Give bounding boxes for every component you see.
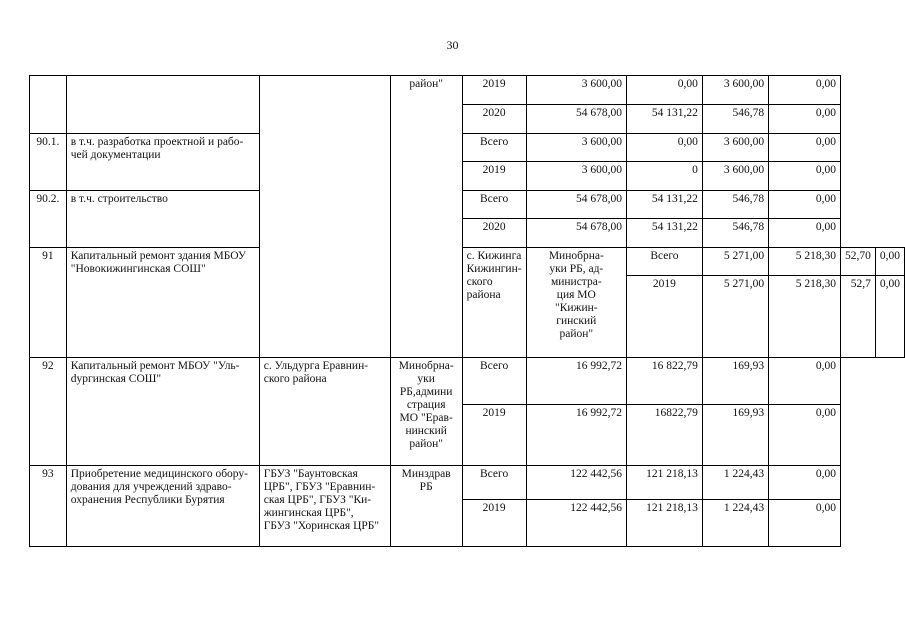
year-cell: Всего: [462, 134, 526, 162]
table-row: [30, 466, 905, 500]
table-row: [30, 248, 905, 276]
project-name-cell: Приобретение медицинского обору- дования для учреждений здраво- охранения Республики Бурятия: [66, 466, 259, 547]
year-cell: Всего: [627, 248, 703, 276]
regional-cell: 169,93: [702, 405, 768, 466]
total-cell: 54 678,00: [526, 219, 626, 248]
local-cell: 0,00: [769, 162, 841, 191]
regional-cell: 546,78: [702, 219, 768, 248]
total-cell: 54 678,00: [526, 105, 626, 134]
federal-cell: 16 822,79: [627, 358, 703, 405]
year-cell: 2019: [462, 405, 526, 466]
row-number-cell: 90.2.: [30, 191, 67, 248]
federal-cell: 16822,79: [627, 405, 703, 466]
year-cell: Всего: [462, 466, 526, 500]
regional-cell: 3 600,00: [702, 76, 768, 105]
federal-cell: 54 131,22: [627, 219, 703, 248]
total-cell: 16 992,72: [526, 405, 626, 466]
federal-cell: 121 218,13: [627, 500, 703, 547]
federal-cell: 0,00: [627, 76, 703, 105]
regional-cell: 3 600,00: [702, 134, 768, 162]
federal-cell: 54 131,22: [627, 191, 703, 219]
regional-cell: 1 224,43: [702, 500, 768, 547]
row-number-cell: 90.1.: [30, 134, 67, 191]
budget-table: [29, 75, 905, 547]
regional-cell: 52,7: [841, 276, 876, 358]
table-row: [30, 191, 905, 219]
federal-cell: 5 218,30: [769, 248, 841, 276]
year-cell: Всего: [462, 358, 526, 405]
year-cell: Всего: [462, 191, 526, 219]
location-cell: [259, 76, 390, 358]
local-cell: 0,00: [769, 500, 841, 547]
row-number-cell: [30, 76, 67, 134]
federal-cell: 5 218,30: [769, 276, 841, 358]
regional-cell: 546,78: [702, 105, 768, 134]
local-cell: 0,00: [769, 466, 841, 500]
local-cell: 0,00: [769, 358, 841, 405]
responsible-cell: Минобрна- уки РБ,админи страция МО "Ерав- нинский район": [390, 358, 462, 466]
local-cell: 0,00: [769, 105, 841, 134]
year-cell: 2019: [462, 162, 526, 191]
year-cell: 2020: [462, 105, 526, 134]
table-row: [30, 358, 905, 405]
local-cell: 0,00: [769, 134, 841, 162]
year-cell: 2019: [462, 76, 526, 105]
row-number-cell: 93: [30, 466, 67, 547]
page-number: 30: [446, 38, 459, 52]
local-cell: 0,00: [769, 191, 841, 219]
responsible-cell: Минздрав РБ: [390, 466, 462, 547]
total-cell: 5 271,00: [702, 248, 768, 276]
project-name-cell: [66, 76, 259, 134]
project-name-cell: в т.ч. разработка проектной и рабо- чей документации: [66, 134, 259, 191]
regional-cell: 1 224,43: [702, 466, 768, 500]
year-cell: 2019: [462, 500, 526, 547]
total-cell: 3 600,00: [526, 134, 626, 162]
total-cell: 16 992,72: [526, 358, 626, 405]
location-cell: с. Ульдурга Еравнин- ского района: [259, 358, 390, 466]
location-cell: с. Кижинга Кижингин- ского района: [462, 248, 526, 358]
responsible-cell: район": [390, 76, 462, 358]
total-cell: 122 442,56: [526, 500, 626, 547]
local-cell: 0,00: [875, 248, 904, 276]
project-name-cell: Капитальный ремонт здания МБОУ "Новокижингинская СОШ": [66, 248, 259, 358]
location-cell: ГБУЗ "Баунтовская ЦРБ", ГБУЗ "Еравнин- ская ЦРБ", ГБУЗ "Ки- жингинская ЦРБ", ГБУЗ "Хоринская ЦРБ": [259, 466, 390, 547]
federal-cell: 54 131,22: [627, 105, 703, 134]
total-cell: 5 271,00: [702, 276, 768, 358]
year-cell: 2020: [462, 219, 526, 248]
regional-cell: 546,78: [702, 191, 768, 219]
total-cell: 3 600,00: [526, 76, 626, 105]
federal-cell: 0: [627, 162, 703, 191]
responsible-cell: Минобрна- уки РБ, ад- министра- ция МО "Кижин- гинский район": [526, 248, 626, 358]
local-cell: 0,00: [769, 405, 841, 466]
total-cell: 122 442,56: [526, 466, 626, 500]
project-name-cell: в т.ч. строительство: [66, 191, 259, 248]
local-cell: 0,00: [769, 76, 841, 105]
row-number-cell: 91: [30, 248, 67, 358]
regional-cell: 3 600,00: [702, 162, 768, 191]
year-cell: 2019: [627, 276, 703, 358]
total-cell: 54 678,00: [526, 191, 626, 219]
table-row: [30, 76, 905, 105]
local-cell: 0,00: [875, 276, 904, 358]
regional-cell: 52,70: [841, 248, 876, 276]
federal-cell: 0,00: [627, 134, 703, 162]
table-row: [30, 134, 905, 162]
project-name-cell: Капитальный ремонт МБОУ "Уль- dургинская СОШ": [66, 358, 259, 466]
total-cell: 3 600,00: [526, 162, 626, 191]
federal-cell: 121 218,13: [627, 466, 703, 500]
row-number-cell: 92: [30, 358, 67, 466]
local-cell: 0,00: [769, 219, 841, 248]
regional-cell: 169,93: [702, 358, 768, 405]
